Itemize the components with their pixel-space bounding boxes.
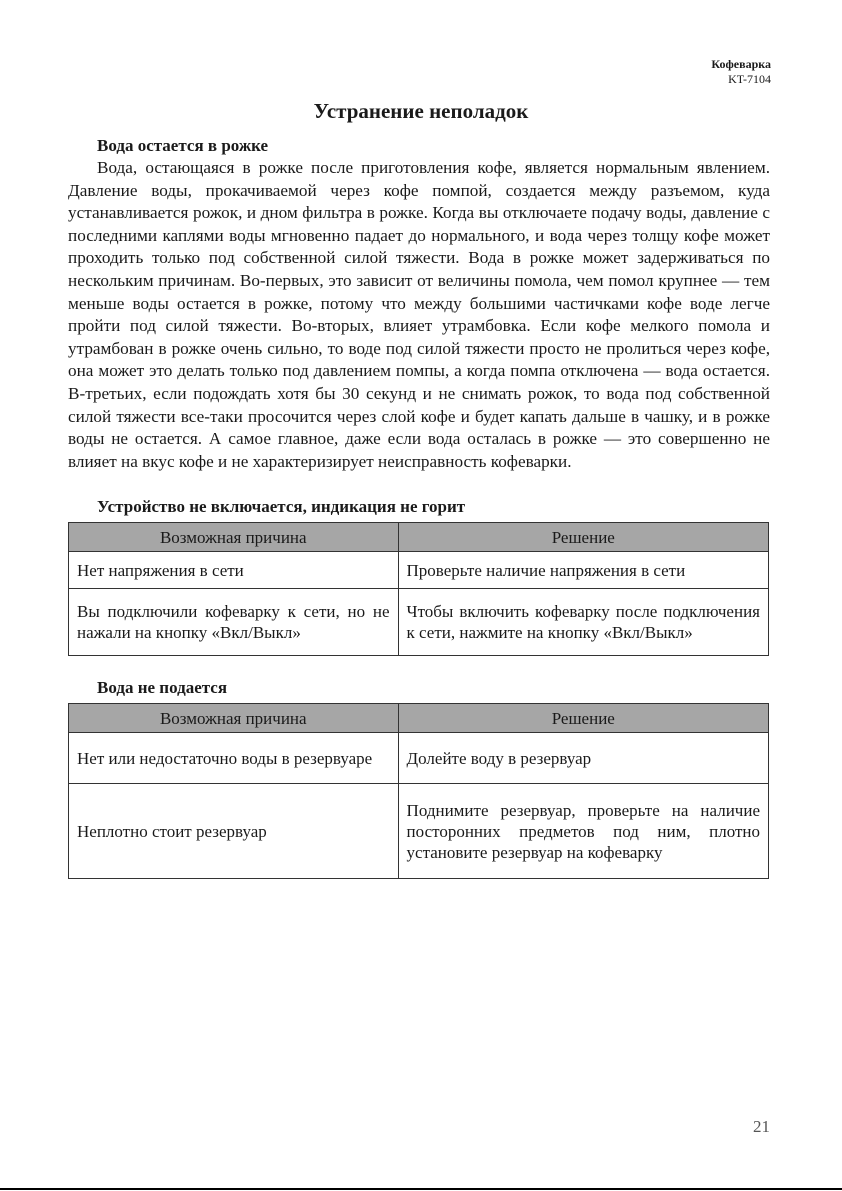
table-cell-solution: Долейте воду в резервуар [398, 733, 768, 784]
section-heading-no-power: Устройство не включается, индикация не горит [97, 497, 466, 517]
page-content [68, 135, 770, 879]
table-row [69, 589, 769, 656]
section-heading-water-in-holder: Вода остается в рожке [97, 136, 269, 155]
model-number: KT-7104 [728, 72, 771, 86]
table-header-row [69, 523, 769, 552]
section-heading-no-water: Вода не подается [97, 678, 228, 698]
table-cell-solution: Поднимите резервуар, проверьте на наличие посторонних предметов под ним, плотно установите резервуар на кофеварку [398, 784, 768, 879]
table-cell-solution: Чтобы включить кофеварку после подключения к сети, нажмите на кнопку «Вкл/Выкл» [398, 589, 768, 656]
page-number: 21 [753, 1117, 770, 1136]
troubleshooting-table-no-power [68, 522, 769, 656]
page-title: Устранение неполадок [313, 99, 529, 123]
header-brand [711, 57, 771, 87]
column-header-solution: Решение [398, 523, 768, 552]
table-cell-cause: Нет напряжения в сети [69, 552, 399, 589]
table-cell-cause: Нет или недостаточно воды в резервуаре [69, 733, 399, 784]
bottom-rule [0, 1188, 842, 1190]
table-cell-cause: Неплотно стоит резервуар [69, 784, 399, 879]
table-cell-cause: Вы подключили кофеварку к сети, но не нажали на кнопку «Вкл/Выкл» [69, 589, 399, 656]
table-row [69, 552, 769, 589]
table-row [69, 784, 769, 879]
product-name: Кофеварка [711, 57, 771, 71]
column-header-solution: Решение [398, 704, 768, 733]
column-header-cause: Возможная причина [69, 704, 399, 733]
table-header-row [69, 704, 769, 733]
table-row [69, 733, 769, 784]
troubleshooting-table-no-water [68, 703, 769, 879]
section-paragraph-water-in-holder: Вода, остающаяся в рожке после приготовления кофе, является нормальным явлением. Давление воды, прокачиваемой через кофе помпой, создается между разъемом, куда устанавливается рожок, и дном фильтра в рожке. Когда вы отключаете подачу воды, давление с последними каплями воды мгновенно падает до нормального, и вода через толщу кофе может проходить только под собственной силой тяжести. Вода в рожке может задерживаться по нескольким причинам. Во-первых, это зависит от величины помола, чем помол крупнее — тем меньше воды остается в рожке, потому что между большими частичками кофе воде легче пройти под силой тяжести. Во-вторых, влияет утрамбовка. Если кофе мелкого помола и утрамбован в рожке очень сильно, то воде под силой тяжести просто не пролиться через кофе, она может это делать только под давлением помпы, а когда помпа отключена — вода остается. В-третьих, если подождать хотя бы 30 секунд и не снимать рожок, то вода под собственной силой тяжести все-таки просочится через слой кофе и будет капать дальше в чашку, и в рожке воды не остается. А самое главное, даже если вода осталась в рожке — это совершенно не влияет на вкус кофе и не характеризирует неисправность кофеварки. [68, 158, 770, 471]
table-cell-solution: Проверьте наличие напряжения в сети [398, 552, 768, 589]
column-header-cause: Возможная причина [69, 523, 399, 552]
